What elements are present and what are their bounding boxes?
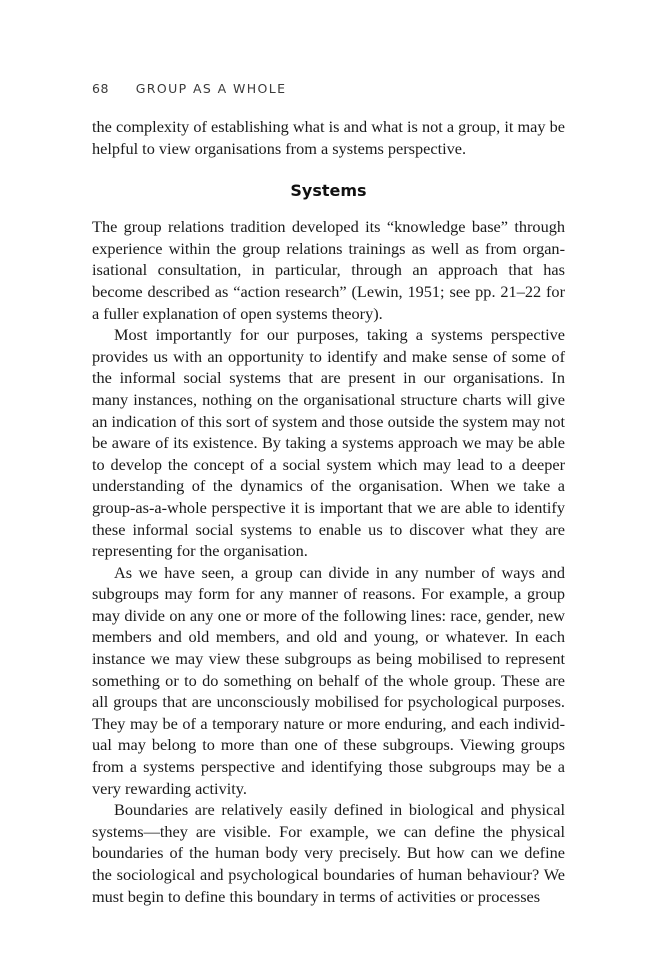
paragraph-4: Boundaries are relatively easily defined in biological and physical systems—they are visible. For example, we can define the physical boundaries of the human body very precisely. But how can we define the sociological and psychological boundaries of human behaviour? We must begin to define this boundary in terms of activities or processes	[92, 800, 565, 906]
paragraph-1: The group relations tradition developed its “knowledge base” through experience within the group relations trainings as well as from organisational consultation, in particular, through an approach that has become described as “action research” (Lewin, 1951; see pp. 21–22 for a fuller explanation of open systems theory).	[92, 217, 565, 323]
paragraph-3: As we have seen, a group can divide in any number of ways and subgroups may form for any manner of reasons. For example, a group may divide on any one or more of the following lines: race, gender, new members and old members, and old and young, or whatever. In each instance we may view these subgroups as being mobilised to represent something or to do something on behalf of the whole group. These are all groups that are unconsciously mobilised for psychological purposes. They may be of a temporary nature or more enduring, and each individual may belong to more than one of these subgroups. Viewing groups from a systems perspective and identifying those subgroups may be a very rewarding activity.	[92, 562, 565, 798]
continued-paragraph: the complexity of establishing what is and what is not a group, it may be helpful to view organisations from a systems perspective.	[92, 117, 565, 158]
running-title: GROUP AS A WHOLE	[135, 81, 287, 96]
running-header	[92, 81, 286, 96]
paragraph-2: Most importantly for our purposes, taking a systems perspective provides us with an opportunity to identify and make sense of some of the informal social systems that are present in our organisations. In many instances, nothing on the organisational structure charts will give an indication of this sort of system and those outside the system may not be aware of its existence. By taking a systems approach we may be able to develop the concept of a social system which may lead to a deeper understanding of the dynamics of the organisation. When we take a group-as-a-whole perspective it is important that we are able to identify these informal social systems to enable us to discover what they are representing for the organisation.	[92, 325, 565, 561]
page-number: 68	[92, 81, 110, 96]
page-body	[92, 116, 565, 907]
section-heading: Systems	[290, 181, 367, 201]
